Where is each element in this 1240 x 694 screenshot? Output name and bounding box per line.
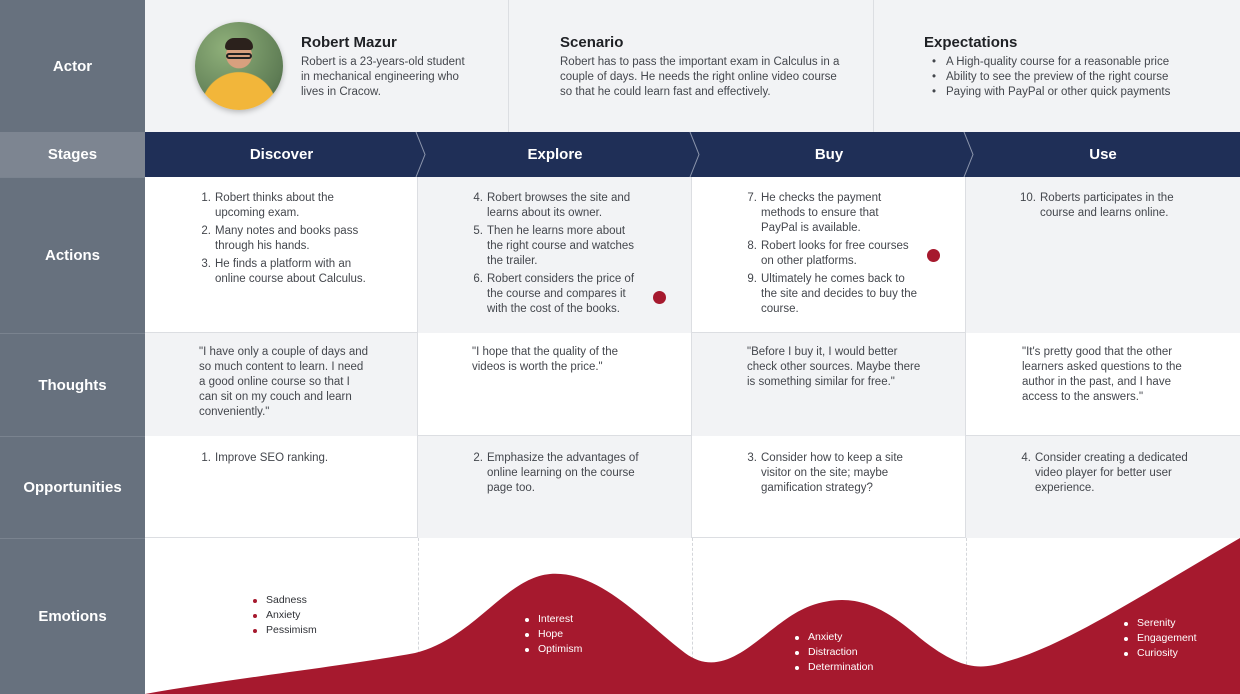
- actions-cell-explore: [418, 177, 692, 333]
- stage-explore: Explore: [527, 146, 583, 163]
- opportunities-list: [473, 451, 648, 499]
- list-item: 1. Robert thinks about the upcoming exam.: [201, 192, 334, 219]
- emotion-item: Sadness: [253, 593, 317, 608]
- actions-list: [747, 191, 917, 320]
- thought-quote: "Before I buy it, I would better check other sources. Maybe there is something similar for free.": [747, 346, 921, 388]
- thoughts-cell-use: [966, 333, 1240, 436]
- emotion-list-buy: [795, 630, 873, 675]
- list-item: 3. He finds a platform with an online course about Calculus.: [201, 258, 366, 285]
- list-item: 9. Ultimately he comes back to the site and decides to buy the course.: [747, 273, 917, 315]
- row-label-emotions: Emotions: [0, 538, 145, 694]
- stage-use: Use: [1089, 146, 1117, 163]
- stage-chevron: [963, 132, 975, 177]
- scenario-text: Robert has to pass the important exam in Calculus in a couple of days. He needs the right online video course so that he could learn fast and effectively.: [560, 56, 840, 98]
- list-item: 1. Improve SEO ranking.: [201, 452, 329, 464]
- row-label-opportunities: Opportunities: [0, 436, 145, 538]
- row-label-thoughts: Thoughts: [0, 333, 145, 436]
- opportunities-cell-use: [966, 436, 1240, 538]
- emotion-item: Anxiety: [253, 608, 317, 623]
- actions-list: [201, 191, 371, 290]
- opportunities-list: [1021, 451, 1196, 499]
- avatar-hair: [225, 38, 253, 50]
- emotion-list-explore: [525, 612, 582, 657]
- touchpoint-marker: [653, 291, 666, 304]
- stage-discover: Discover: [249, 146, 314, 163]
- expectations-title: Expectations: [924, 34, 1018, 51]
- emotion-item: Determination: [795, 660, 873, 675]
- expectations-section: [874, 0, 1240, 132]
- row-label-column: [0, 0, 145, 694]
- expectation-item: • A High-quality course for a reasonable price: [932, 55, 1222, 70]
- thought-quote: "I hope that the quality of the videos is worth the price.": [472, 346, 619, 373]
- list-item: 6. Robert considers the price of the course and compares it with the cost of the books.: [473, 273, 635, 315]
- opportunities-cell-buy: [692, 436, 966, 538]
- actions-cell-buy: [692, 177, 966, 333]
- emotion-item: Curiosity: [1124, 646, 1197, 661]
- thoughts-cell-buy: [692, 333, 966, 436]
- emotion-item: Optimism: [525, 642, 582, 657]
- expectation-item: • Paying with PayPal or other quick payments: [932, 85, 1222, 100]
- emotion-item: Pessimism: [253, 623, 317, 638]
- actions-cell-discover: [145, 177, 418, 333]
- opportunities-list: [747, 451, 907, 499]
- list-item: 4. Robert browses the site and learns about its owner.: [473, 192, 631, 219]
- persona-section: [145, 0, 509, 132]
- persona-bio: Robert is a 23-years-old student in mechanical engineering who lives in Cracow.: [301, 56, 465, 98]
- scenario-title: Scenario: [560, 34, 624, 51]
- emotion-item: Anxiety: [795, 630, 873, 645]
- actions-row: [145, 177, 1240, 333]
- thought-quote: "It's pretty good that the other learners asked questions to the author in the past, and I have access to the answers.": [1022, 346, 1182, 403]
- emotion-list-use: [1124, 616, 1197, 661]
- stages-row: [145, 132, 1240, 177]
- stage-chevron: [689, 132, 701, 177]
- stage-buy: Buy: [814, 146, 844, 163]
- actions-list: [473, 191, 643, 320]
- list-item: 4. Consider creating a dedicated video player for better user experience.: [1021, 452, 1188, 494]
- row-label-actor: Actor: [0, 0, 145, 132]
- actor-row: [145, 0, 1240, 132]
- emotion-list-discover: [253, 593, 317, 638]
- list-item: 5. Then he learns more about the right course and watches the trailer.: [473, 225, 635, 267]
- list-item: 8. Robert looks for free courses on other platforms.: [747, 240, 909, 267]
- scenario-section: [509, 0, 874, 132]
- emotion-item: Distraction: [795, 645, 873, 660]
- opportunities-row: [145, 436, 1240, 538]
- list-item: 2. Many notes and books pass through his hands.: [201, 225, 359, 252]
- expectations-list: [932, 55, 1222, 100]
- stage-chevron: [415, 132, 427, 177]
- opportunities-cell-discover: [145, 436, 418, 538]
- thoughts-row: [145, 333, 1240, 436]
- list-item: 2. Emphasize the advantages of online learning on the course page too.: [473, 452, 639, 494]
- actions-cell-use: [966, 177, 1240, 333]
- thought-quote: "I have only a couple of days and so much content to learn. I need a good online course so that I can sit on my couch and learn conveniently.": [199, 346, 369, 418]
- row-label-actions: Actions: [0, 177, 145, 333]
- actions-list: [1020, 191, 1196, 224]
- avatar-glasses: [226, 53, 252, 59]
- emotions-row: [145, 538, 1240, 694]
- emotion-item: Interest: [525, 612, 582, 627]
- touchpoint-marker: [927, 249, 940, 262]
- list-item: 3. Consider how to keep a site visitor on the site; maybe gamification strategy?: [747, 452, 903, 494]
- opportunities-list: [201, 451, 376, 469]
- emotion-item: Serenity: [1124, 616, 1197, 631]
- avatar: [195, 22, 283, 110]
- thoughts-cell-discover: [145, 333, 418, 436]
- list-item: 10. Roberts participates in the course and learns online.: [1020, 192, 1174, 219]
- persona-name: Robert Mazur: [301, 34, 397, 51]
- opportunities-cell-explore: [418, 436, 692, 538]
- row-label-stages: Stages: [0, 132, 145, 177]
- thoughts-cell-explore: [418, 333, 692, 436]
- list-item: 7. He checks the payment methods to ensure that PayPal is available.: [747, 192, 882, 234]
- emotion-item: Engagement: [1124, 631, 1197, 646]
- expectation-item: • Ability to see the preview of the right course: [932, 70, 1222, 85]
- emotion-item: Hope: [525, 627, 582, 642]
